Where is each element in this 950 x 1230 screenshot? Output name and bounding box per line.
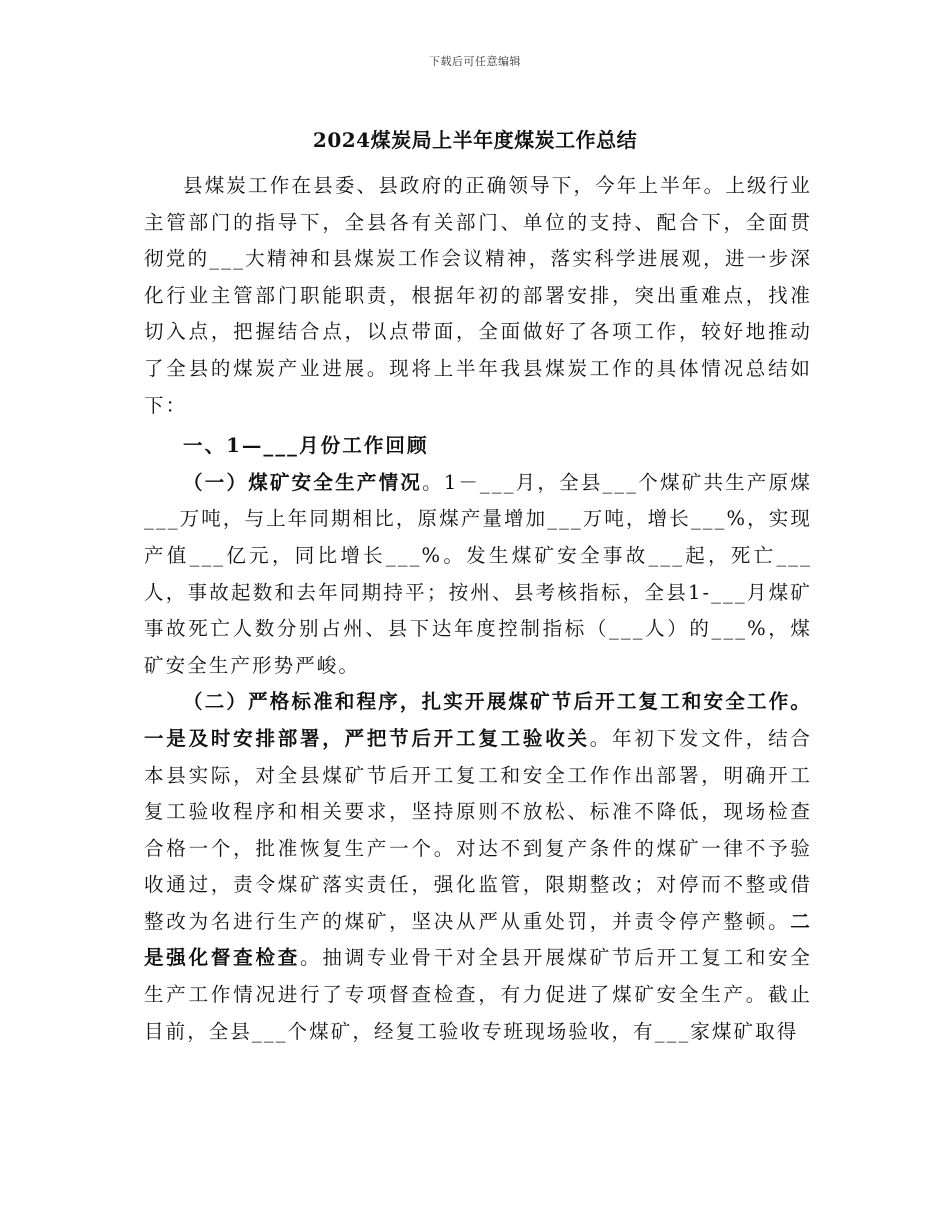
- subsection-heading-2: （二）严格标准和程序，扎实开展煤矿节后开工复工和安全工作。: [183, 690, 812, 714]
- point-body-1: 。年初下发文件，结合本县实际，对全县煤矿节后开工复工和安全工作作出部署，明确开工复工验收程序和相关要求，坚持原则不放松、标准不降低，现场检查合格一个，批准恢复生产一个。对达不到复产条件的煤矿一律不予验收通过，责令煤矿落实责任，强化监管，限期整改；对停而不整或借整改为名进行生产的煤矿，坚决从严从重处罚，并责令停产整顿。: [144, 726, 812, 933]
- document-title: 2024煤炭局上半年度煤炭工作总结: [312, 128, 638, 152]
- paragraph-resumption-work: [144, 684, 812, 1050]
- subsection-heading-1: （一）煤矿安全生产情况: [183, 470, 423, 494]
- subsection-body-1: 。1－___月，全县___个煤矿共生产原煤___万吨，与上年同期相比，原煤产量增加___万吨，增长___%，实现产值___亿元，同比增长___%。发生煤矿安全事故___起，死亡___人，事故起数和去年同期持平；按州、县考核指标，全县1-___月煤矿事故死亡人数分别占州、县下达年度控制指标（___人）的___%，煤矿安全生产形势严峻。: [144, 470, 812, 677]
- point-heading-2: 二是强化督查检查: [144, 909, 812, 970]
- point-body-2: 。抽调专业骨干对全县开展煤矿节后开工复工和安全生产工作情况进行了专项督查检查，有力促进了煤矿安全生产。截止目前，全县___个煤矿，经复工验收专班现场验收，有___家煤矿取得: [144, 946, 812, 1043]
- paragraph-safety-production: [144, 465, 812, 685]
- header-note: 下载后可任意编辑: [429, 55, 521, 68]
- intro-paragraph: 县煤炭工作在县委、县政府的正确领导下，今年上半年。上级行业主管部门的指导下，全县各有关部门、单位的支持、配合下，全面贯彻党的___大精神和县煤炭工作会议精神，落实科学进展观，进一步深化行业主管部门职能职责，根据年初的部署安排，突出重难点，找准切入点，把握结合点，以点带面，全面做好了各项工作，较好地推动了全县的煤炭产业进展。现将上半年我县煤炭工作的具体情况总结如下：: [144, 174, 812, 417]
- section-heading: 一、1—___月份工作回顾: [183, 434, 429, 458]
- document-body: [144, 168, 812, 1050]
- point-heading-1: 一是及时安排部署，严把节后开工复工验收关: [144, 726, 590, 750]
